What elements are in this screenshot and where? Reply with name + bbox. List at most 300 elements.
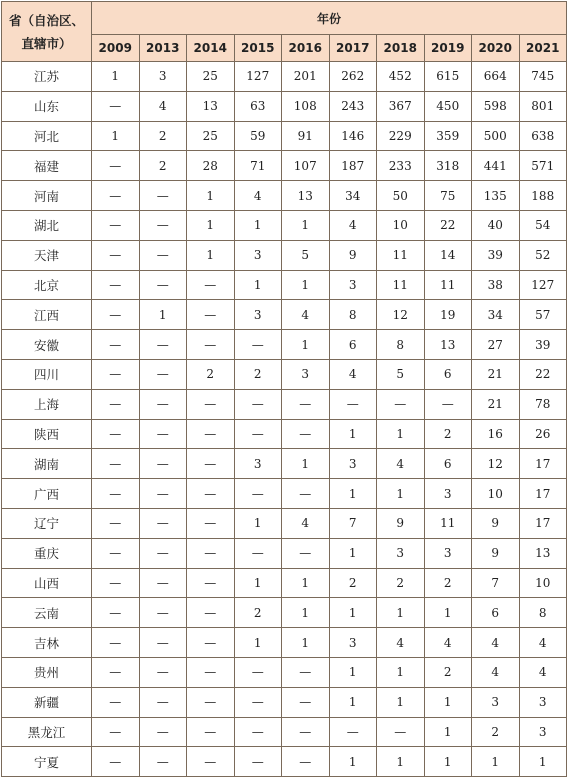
- value-cell: 91: [282, 121, 330, 151]
- value-cell: —: [187, 657, 235, 687]
- value-cell: 1: [234, 210, 282, 240]
- table-row: [2, 479, 567, 509]
- province-cell: 新疆: [2, 687, 92, 717]
- table-row: [2, 359, 567, 389]
- value-cell: —: [139, 657, 187, 687]
- value-cell: 598: [472, 91, 520, 121]
- value-cell: 8: [519, 598, 567, 628]
- value-cell: 1: [377, 479, 425, 509]
- value-cell: 127: [519, 270, 567, 300]
- value-cell: 1: [282, 628, 330, 658]
- value-cell: 1: [329, 419, 377, 449]
- value-cell: 50: [377, 181, 425, 211]
- value-cell: 9: [329, 240, 377, 270]
- value-cell: —: [329, 389, 377, 419]
- value-cell: —: [92, 628, 140, 658]
- province-cell: 云南: [2, 598, 92, 628]
- province-cell: 福建: [2, 151, 92, 181]
- value-cell: 4: [329, 359, 377, 389]
- province-cell: 吉林: [2, 628, 92, 658]
- value-cell: 11: [424, 270, 472, 300]
- year-header-cell: 2021: [519, 35, 567, 62]
- value-cell: 2: [424, 419, 472, 449]
- value-cell: 4: [329, 210, 377, 240]
- value-cell: 6: [472, 598, 520, 628]
- value-cell: 3: [329, 628, 377, 658]
- value-cell: —: [92, 747, 140, 777]
- value-cell: 40: [472, 210, 520, 240]
- value-cell: —: [282, 538, 330, 568]
- value-cell: 3: [472, 687, 520, 717]
- value-cell: —: [139, 359, 187, 389]
- value-cell: 1: [377, 687, 425, 717]
- value-cell: —: [187, 300, 235, 330]
- value-cell: 16: [472, 419, 520, 449]
- province-column-header: [2, 2, 92, 62]
- value-cell: 6: [329, 330, 377, 360]
- province-header-line1: 省（自治区、: [8, 12, 84, 28]
- value-cell: 13: [424, 330, 472, 360]
- value-cell: 10: [377, 210, 425, 240]
- value-cell: 2: [139, 151, 187, 181]
- value-cell: 9: [377, 508, 425, 538]
- value-cell: 1: [187, 210, 235, 240]
- value-cell: 1: [329, 657, 377, 687]
- value-cell: 1: [187, 181, 235, 211]
- value-cell: 3: [519, 687, 567, 717]
- table-row: [2, 449, 567, 479]
- value-cell: 11: [377, 270, 425, 300]
- value-cell: —: [282, 747, 330, 777]
- value-cell: —: [187, 538, 235, 568]
- value-cell: 1: [329, 598, 377, 628]
- value-cell: 664: [472, 62, 520, 92]
- value-cell: 13: [187, 91, 235, 121]
- value-cell: 2: [472, 717, 520, 747]
- table-row: [2, 598, 567, 628]
- value-cell: 7: [329, 508, 377, 538]
- value-cell: 1: [92, 62, 140, 92]
- value-cell: 1: [424, 747, 472, 777]
- value-cell: —: [377, 717, 425, 747]
- value-cell: —: [234, 479, 282, 509]
- value-cell: 801: [519, 91, 567, 121]
- value-cell: 28: [187, 151, 235, 181]
- province-cell: 宁夏: [2, 747, 92, 777]
- year-header-cell: 2017: [329, 35, 377, 62]
- value-cell: 4: [139, 91, 187, 121]
- value-cell: 39: [519, 330, 567, 360]
- province-cell: 江苏: [2, 62, 92, 92]
- value-cell: —: [234, 389, 282, 419]
- value-cell: —: [187, 568, 235, 598]
- value-cell: 1: [377, 657, 425, 687]
- value-cell: —: [139, 568, 187, 598]
- value-cell: —: [92, 419, 140, 449]
- value-cell: 745: [519, 62, 567, 92]
- table-row: [2, 121, 567, 151]
- table-row: [2, 181, 567, 211]
- value-cell: —: [282, 717, 330, 747]
- value-cell: 71: [234, 151, 282, 181]
- value-cell: —: [187, 270, 235, 300]
- value-cell: 78: [519, 389, 567, 419]
- value-cell: 4: [282, 508, 330, 538]
- value-cell: 13: [519, 538, 567, 568]
- value-cell: 3: [519, 717, 567, 747]
- value-cell: 2: [187, 359, 235, 389]
- value-cell: 11: [377, 240, 425, 270]
- value-cell: —: [234, 747, 282, 777]
- value-cell: —: [139, 538, 187, 568]
- province-cell: 北京: [2, 270, 92, 300]
- value-cell: 450: [424, 91, 472, 121]
- value-cell: 3: [424, 538, 472, 568]
- value-cell: 1: [92, 121, 140, 151]
- value-cell: —: [234, 717, 282, 747]
- value-cell: 2: [234, 598, 282, 628]
- value-cell: 21: [472, 389, 520, 419]
- value-cell: 571: [519, 151, 567, 181]
- value-cell: 8: [377, 330, 425, 360]
- value-cell: 1: [234, 508, 282, 538]
- value-cell: 14: [424, 240, 472, 270]
- province-cell: 湖北: [2, 210, 92, 240]
- value-cell: —: [139, 628, 187, 658]
- value-cell: —: [139, 210, 187, 240]
- value-cell: 38: [472, 270, 520, 300]
- value-cell: 2: [424, 657, 472, 687]
- value-cell: —: [92, 568, 140, 598]
- value-cell: 12: [377, 300, 425, 330]
- value-cell: 262: [329, 62, 377, 92]
- table-row: [2, 508, 567, 538]
- value-cell: —: [92, 508, 140, 538]
- value-cell: —: [139, 508, 187, 538]
- table-row: [2, 717, 567, 747]
- value-cell: 146: [329, 121, 377, 151]
- value-cell: 21: [472, 359, 520, 389]
- value-cell: 1: [329, 538, 377, 568]
- table-row: [2, 300, 567, 330]
- value-cell: 25: [187, 62, 235, 92]
- value-cell: 10: [472, 479, 520, 509]
- value-cell: —: [92, 479, 140, 509]
- value-cell: 54: [519, 210, 567, 240]
- value-cell: —: [139, 419, 187, 449]
- value-cell: 3: [139, 62, 187, 92]
- value-cell: 6: [424, 449, 472, 479]
- value-cell: 1: [377, 419, 425, 449]
- year-header-cell: 2009: [92, 35, 140, 62]
- value-cell: —: [92, 687, 140, 717]
- value-cell: —: [92, 300, 140, 330]
- value-cell: —: [139, 181, 187, 211]
- value-cell: 2: [139, 121, 187, 151]
- value-cell: —: [139, 717, 187, 747]
- value-cell: —: [187, 479, 235, 509]
- value-cell: 8: [329, 300, 377, 330]
- value-cell: —: [139, 330, 187, 360]
- value-cell: —: [92, 270, 140, 300]
- value-cell: 1: [329, 687, 377, 717]
- value-cell: —: [282, 687, 330, 717]
- value-cell: 1: [424, 598, 472, 628]
- value-cell: —: [92, 657, 140, 687]
- value-cell: —: [139, 747, 187, 777]
- value-cell: 3: [234, 449, 282, 479]
- value-cell: 1: [187, 240, 235, 270]
- table-row: [2, 419, 567, 449]
- value-cell: 11: [424, 508, 472, 538]
- value-cell: 1: [424, 687, 472, 717]
- value-cell: 108: [282, 91, 330, 121]
- year-header-cell: 2019: [424, 35, 472, 62]
- year-group-header: 年份: [92, 2, 567, 35]
- province-cell: 河南: [2, 181, 92, 211]
- province-cell: 黑龙江: [2, 717, 92, 747]
- table-body: [2, 62, 567, 777]
- value-cell: 22: [424, 210, 472, 240]
- table-row: [2, 91, 567, 121]
- value-cell: —: [92, 181, 140, 211]
- value-cell: —: [92, 359, 140, 389]
- value-cell: 10: [519, 568, 567, 598]
- value-cell: 107: [282, 151, 330, 181]
- value-cell: 4: [377, 449, 425, 479]
- value-cell: 3: [282, 359, 330, 389]
- value-cell: —: [282, 657, 330, 687]
- value-cell: —: [92, 449, 140, 479]
- value-cell: 187: [329, 151, 377, 181]
- value-cell: 1: [377, 598, 425, 628]
- value-cell: 9: [472, 538, 520, 568]
- province-cell: 湖南: [2, 449, 92, 479]
- value-cell: 7: [472, 568, 520, 598]
- value-cell: 1: [424, 717, 472, 747]
- value-cell: 59: [234, 121, 282, 151]
- value-cell: —: [377, 389, 425, 419]
- province-cell: 陕西: [2, 419, 92, 449]
- province-cell: 江西: [2, 300, 92, 330]
- value-cell: 3: [234, 300, 282, 330]
- table-row: [2, 628, 567, 658]
- province-cell: 天津: [2, 240, 92, 270]
- value-cell: 4: [472, 628, 520, 658]
- value-cell: —: [92, 389, 140, 419]
- value-cell: 5: [282, 240, 330, 270]
- value-cell: —: [92, 240, 140, 270]
- value-cell: 1: [329, 747, 377, 777]
- value-cell: —: [187, 717, 235, 747]
- year-header-cell: 2014: [187, 35, 235, 62]
- year-header-cell: 2015: [234, 35, 282, 62]
- value-cell: —: [424, 389, 472, 419]
- value-cell: 1: [282, 210, 330, 240]
- value-cell: —: [282, 419, 330, 449]
- year-header-cell: 2018: [377, 35, 425, 62]
- province-cell: 广西: [2, 479, 92, 509]
- value-cell: —: [234, 687, 282, 717]
- value-cell: 1: [234, 270, 282, 300]
- value-cell: 25: [187, 121, 235, 151]
- value-cell: 318: [424, 151, 472, 181]
- value-cell: —: [234, 538, 282, 568]
- value-cell: —: [187, 419, 235, 449]
- table-header: [2, 2, 567, 62]
- value-cell: 201: [282, 62, 330, 92]
- value-cell: 12: [472, 449, 520, 479]
- year-header-cell: 2016: [282, 35, 330, 62]
- value-cell: 39: [472, 240, 520, 270]
- value-cell: 4: [472, 657, 520, 687]
- province-header-line2: 直辖市）: [21, 35, 72, 51]
- value-cell: 4: [377, 628, 425, 658]
- province-cell: 上海: [2, 389, 92, 419]
- province-cell: 安徽: [2, 330, 92, 360]
- province-cell: 四川: [2, 359, 92, 389]
- table-row: [2, 389, 567, 419]
- value-cell: 1: [519, 747, 567, 777]
- value-cell: 4: [519, 628, 567, 658]
- province-cell: 山东: [2, 91, 92, 121]
- value-cell: 135: [472, 181, 520, 211]
- value-cell: 34: [329, 181, 377, 211]
- value-cell: —: [187, 747, 235, 777]
- value-cell: 1: [139, 300, 187, 330]
- value-cell: —: [139, 598, 187, 628]
- value-cell: 75: [424, 181, 472, 211]
- province-cell: 贵州: [2, 657, 92, 687]
- value-cell: 188: [519, 181, 567, 211]
- value-cell: 3: [329, 449, 377, 479]
- value-cell: —: [92, 717, 140, 747]
- value-cell: —: [187, 687, 235, 717]
- value-cell: 359: [424, 121, 472, 151]
- value-cell: —: [329, 717, 377, 747]
- province-cell: 河北: [2, 121, 92, 151]
- value-cell: —: [187, 330, 235, 360]
- value-cell: 19: [424, 300, 472, 330]
- value-cell: —: [139, 389, 187, 419]
- value-cell: —: [92, 151, 140, 181]
- year-header-cell: 2020: [472, 35, 520, 62]
- value-cell: —: [187, 628, 235, 658]
- value-cell: 3: [424, 479, 472, 509]
- table-row: [2, 270, 567, 300]
- value-cell: 367: [377, 91, 425, 121]
- table-row: [2, 657, 567, 687]
- value-cell: —: [92, 210, 140, 240]
- header-row-top: [2, 2, 567, 35]
- value-cell: 4: [424, 628, 472, 658]
- value-cell: 1: [282, 568, 330, 598]
- value-cell: 57: [519, 300, 567, 330]
- value-cell: 441: [472, 151, 520, 181]
- province-cell: 山西: [2, 568, 92, 598]
- value-cell: —: [92, 330, 140, 360]
- value-cell: 34: [472, 300, 520, 330]
- table-row: [2, 240, 567, 270]
- value-cell: 9: [472, 508, 520, 538]
- value-cell: 4: [282, 300, 330, 330]
- value-cell: 1: [234, 628, 282, 658]
- value-cell: —: [234, 657, 282, 687]
- table-row: [2, 151, 567, 181]
- province-cell: 重庆: [2, 538, 92, 568]
- value-cell: 243: [329, 91, 377, 121]
- value-cell: 4: [519, 657, 567, 687]
- value-cell: 2: [234, 359, 282, 389]
- value-cell: 6: [424, 359, 472, 389]
- value-cell: —: [139, 449, 187, 479]
- value-cell: 63: [234, 91, 282, 121]
- table-row: [2, 210, 567, 240]
- value-cell: —: [92, 538, 140, 568]
- table-row: [2, 568, 567, 598]
- value-cell: 27: [472, 330, 520, 360]
- value-cell: 233: [377, 151, 425, 181]
- value-cell: 2: [329, 568, 377, 598]
- value-cell: —: [187, 598, 235, 628]
- value-cell: —: [282, 479, 330, 509]
- value-cell: —: [282, 389, 330, 419]
- province-cell: 辽宁: [2, 508, 92, 538]
- table-row: [2, 62, 567, 92]
- value-cell: 1: [282, 598, 330, 628]
- value-cell: 52: [519, 240, 567, 270]
- value-cell: —: [187, 449, 235, 479]
- value-cell: 1: [282, 270, 330, 300]
- table-row: [2, 330, 567, 360]
- value-cell: 615: [424, 62, 472, 92]
- value-cell: 229: [377, 121, 425, 151]
- value-cell: 1: [377, 747, 425, 777]
- table-row: [2, 687, 567, 717]
- value-cell: —: [234, 419, 282, 449]
- value-cell: —: [234, 330, 282, 360]
- value-cell: —: [187, 508, 235, 538]
- value-cell: —: [92, 91, 140, 121]
- value-cell: 5: [377, 359, 425, 389]
- value-cell: 22: [519, 359, 567, 389]
- value-cell: 127: [234, 62, 282, 92]
- value-cell: 1: [234, 568, 282, 598]
- value-cell: 17: [519, 479, 567, 509]
- value-cell: —: [139, 479, 187, 509]
- value-cell: 500: [472, 121, 520, 151]
- value-cell: 452: [377, 62, 425, 92]
- value-cell: —: [187, 389, 235, 419]
- value-cell: —: [139, 270, 187, 300]
- value-cell: 1: [329, 479, 377, 509]
- value-cell: —: [92, 598, 140, 628]
- value-cell: 3: [329, 270, 377, 300]
- value-cell: 1: [282, 330, 330, 360]
- value-cell: 638: [519, 121, 567, 151]
- value-cell: 3: [377, 538, 425, 568]
- value-cell: 17: [519, 508, 567, 538]
- value-cell: 2: [424, 568, 472, 598]
- value-cell: 1: [282, 449, 330, 479]
- value-cell: 2: [377, 568, 425, 598]
- value-cell: 1: [472, 747, 520, 777]
- province-year-table: [1, 1, 567, 777]
- value-cell: —: [139, 240, 187, 270]
- value-cell: 4: [234, 181, 282, 211]
- value-cell: 13: [282, 181, 330, 211]
- value-cell: 17: [519, 449, 567, 479]
